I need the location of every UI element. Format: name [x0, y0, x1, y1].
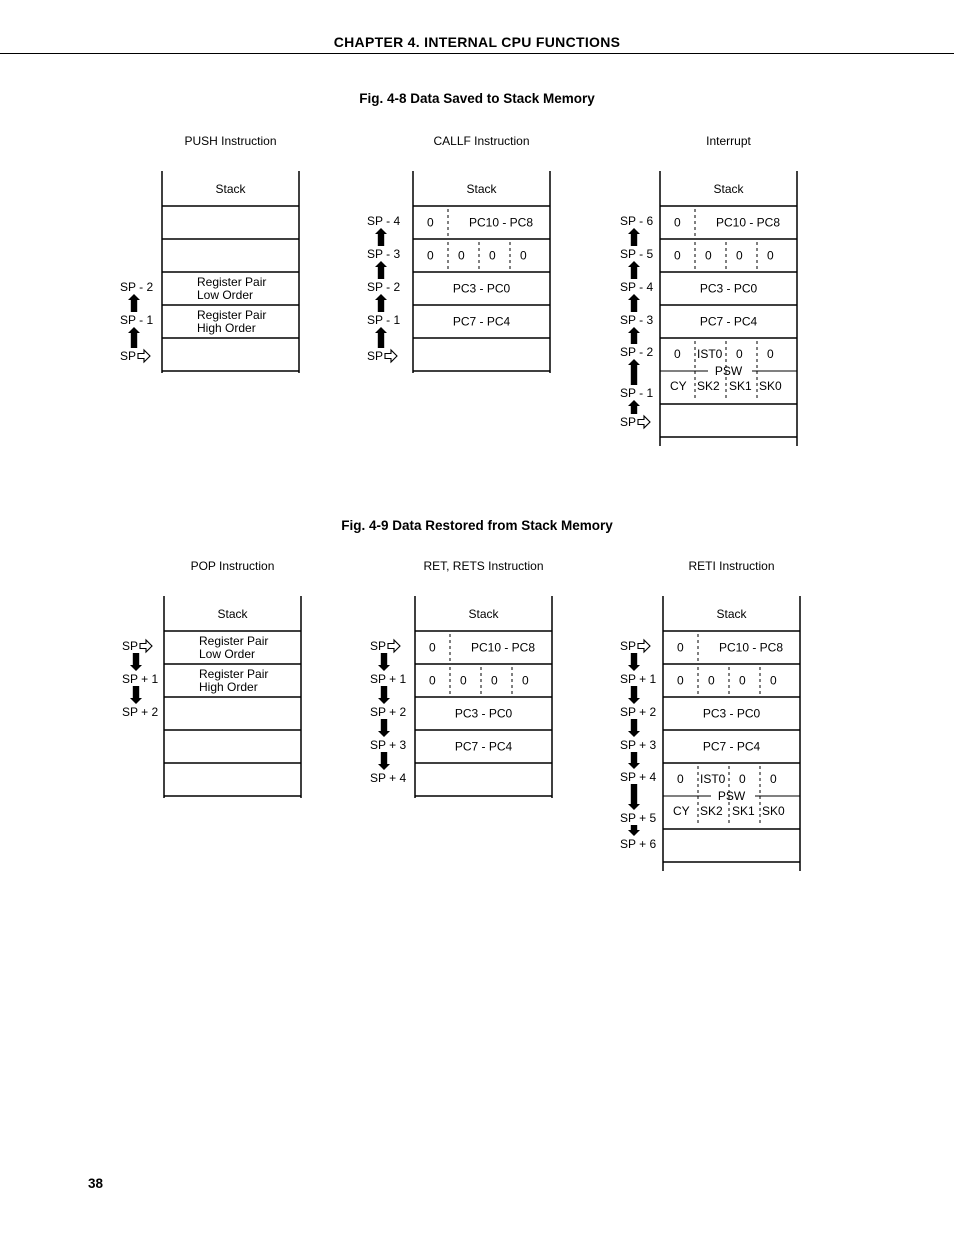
side-label-f0-d2-0: SP - 6: [620, 214, 654, 228]
stack-row-f0-d1-1-bit-1: 0: [458, 248, 465, 263]
side-label-f1-d1-1: SP + 1: [370, 672, 407, 686]
stack-row-f0-d2-3: PC7 - PC4: [699, 314, 758, 329]
stack-header-f1-d1: Stack: [468, 607, 499, 621]
stack-row-f1-d1-1-bit-2: 0: [491, 673, 498, 688]
figure-title-4-8: Fig. 4-8 Data Saved to Stack Memory: [359, 91, 595, 106]
stack-row-f1-d0-0-line1: Register Pair: [199, 634, 269, 648]
stack-row-f0-d2-2: PC3 - PC0: [699, 281, 758, 296]
stack-row-f1-d2-1-bit-2: 0: [739, 673, 746, 688]
stack-row-f0-d1-3: PC7 - PC4: [452, 314, 511, 329]
stack-row-f0-d1-1-bit-2: 0: [489, 248, 496, 263]
stack-row-f1-d0-1-line1: Register Pair: [199, 667, 269, 681]
diagram-caption-f0-d2: Interrupt: [706, 134, 751, 148]
side-label-f1-d0-1: SP + 1: [122, 672, 159, 686]
stack-row-f1-d1-1-bit-3: 0: [522, 673, 529, 688]
stack-direction-arrow-f1-d2-5: [628, 825, 640, 836]
stack-direction-arrow-f1-d2-2: [628, 719, 640, 737]
stack-row-f1-d2-1-bit-0: 0: [677, 673, 684, 688]
side-label-f1-d0-0: SP: [122, 639, 139, 653]
page-number: 38: [88, 1176, 104, 1191]
stack-row-f0-d0-2-line1: Register Pair: [197, 275, 267, 289]
side-label-f1-d2-6: SP + 6: [620, 837, 657, 851]
stack-row-f1-d1-1-bit-1: 0: [460, 673, 467, 688]
side-label-f1-d2-3: SP + 3: [620, 738, 657, 752]
sp-pointer-arrow-f1-d0: [140, 640, 152, 652]
stack-row-f1-d1-1-bit-0: 0: [429, 673, 436, 688]
stack-row-f0-d2-0-value: PC10 - PC8: [715, 215, 781, 230]
stack-row-f0-d1-1-bit-0: 0: [427, 248, 434, 263]
stack-row-f1-d2-1-bit-3: 0: [770, 673, 777, 688]
stack-row-f1-d2-4-bottom-0: CY: [673, 804, 690, 818]
diagram-caption-f1-d2: RETI Instruction: [688, 559, 775, 573]
stack-direction-arrow-f0-d2-5: [628, 400, 640, 414]
stack-row-f1-d0-0-line2: Low Order: [199, 647, 256, 661]
side-label-f0-d2-3: SP - 3: [620, 313, 654, 327]
side-label-f0-d2-6: SP: [620, 415, 637, 429]
side-label-f0-d2-1: SP - 5: [620, 247, 654, 261]
side-label-f0-d2-4: SP - 2: [620, 345, 654, 359]
stack-row-f0-d0-3-line1: Register Pair: [197, 308, 267, 322]
stack-header-f1-d0: Stack: [217, 607, 248, 621]
stack-row-f1-d2-1-bit-1: 0: [708, 673, 715, 688]
stack-direction-arrow-f0-d2-2: [628, 294, 640, 312]
stack-header-f0-d2: Stack: [713, 182, 744, 196]
stack-row-f0-d1-1-bit-3: 0: [520, 248, 527, 263]
stack-row-f1-d2-3: PC7 - PC4: [702, 739, 761, 754]
sp-pointer-arrow-f0-d1: [385, 350, 397, 362]
stack-row-f0-d2-1-bit-3: 0: [767, 248, 774, 263]
stack-row-f1-d1-0-value: PC10 - PC8: [470, 640, 536, 655]
stack-row-f1-d2-2: PC3 - PC0: [702, 706, 761, 721]
stack-row-f0-d2-4-top-2: 0: [736, 347, 743, 361]
stack-row-f0-d1-0-value: PC10 - PC8: [468, 215, 534, 230]
stack-row-f0-d2-1-bit-1: 0: [705, 248, 712, 263]
stack-header-f0-d1: Stack: [466, 182, 497, 196]
side-label-f0-d2-2: SP - 4: [620, 280, 654, 294]
diagram-caption-f0-d1: CALLF Instruction: [433, 134, 530, 148]
stack-row-f1-d2-4-top-0: 0: [677, 772, 684, 786]
stack-direction-arrow-f0-d2-0: [628, 228, 640, 246]
side-label-f1-d2-0: SP: [620, 639, 637, 653]
stack-direction-arrow-f0-d1-1: [375, 261, 387, 279]
side-label-f0-d1-0: SP - 4: [367, 214, 401, 228]
figure-title-4-9: Fig. 4-9 Data Restored from Stack Memory: [341, 518, 613, 533]
stack-row-f0-d2-4-bottom-2: SK1: [729, 379, 752, 393]
stack-direction-arrow-f1-d1-0: [378, 653, 390, 671]
stack-direction-arrow-f0-d2-4: [628, 359, 640, 385]
side-label-f1-d2-5: SP + 5: [620, 811, 657, 825]
side-label-f1-d2-4: SP + 4: [620, 770, 657, 784]
stack-direction-arrow-f1-d2-3: [628, 752, 640, 769]
side-label-f1-d0-2: SP + 2: [122, 705, 159, 719]
sp-pointer-arrow-f1-d1: [388, 640, 400, 652]
side-label-f0-d2-5: SP - 1: [620, 386, 654, 400]
side-label-f0-d1-4: SP: [367, 349, 384, 363]
side-label-f1-d2-1: SP + 1: [620, 672, 657, 686]
stack-header-f1-d2: Stack: [716, 607, 747, 621]
stack-direction-arrow-f1-d2-1: [628, 686, 640, 704]
stack-row-f0-d2-4-bottom-1: SK2: [697, 379, 720, 393]
stack-row-f1-d1-3: PC7 - PC4: [454, 739, 513, 754]
stack-row-f0-d1-0-bit: 0: [427, 215, 434, 230]
side-label-f0-d1-1: SP - 3: [367, 247, 401, 261]
stack-row-f0-d2-4-bottom-3: SK0: [759, 379, 782, 393]
stack-direction-arrow-f0-d0-0: [128, 294, 140, 312]
stack-direction-arrow-f1-d1-1: [378, 686, 390, 704]
diagram-caption-f0-d0: PUSH Instruction: [184, 134, 277, 148]
side-label-f0-d1-2: SP - 2: [367, 280, 401, 294]
sp-pointer-arrow-f1-d2: [638, 640, 650, 652]
side-label-f0-d0-1: SP - 1: [120, 313, 154, 327]
sp-pointer-arrow-f0-d2: [638, 416, 650, 428]
stack-row-f0-d2-4-top-3: 0: [767, 347, 774, 361]
stack-direction-arrow-f1-d0-0: [130, 653, 142, 671]
stack-direction-arrow-f0-d1-3: [375, 327, 387, 348]
stack-direction-arrow-f0-d2-1: [628, 261, 640, 279]
sp-pointer-arrow-f0-d0: [138, 350, 150, 362]
stack-direction-arrow-f0-d0-1: [128, 327, 140, 348]
side-label-f1-d2-2: SP + 2: [620, 705, 657, 719]
stack-direction-arrow-f0-d2-3: [628, 327, 640, 344]
stack-direction-arrow-f1-d2-0: [628, 653, 640, 671]
diagram-caption-f1-d1: RET, RETS Instruction: [423, 559, 544, 573]
side-label-f0-d0-0: SP - 2: [120, 280, 154, 294]
stack-row-f0-d1-2: PC3 - PC0: [452, 281, 511, 296]
stack-row-f0-d0-3-line2: High Order: [197, 321, 256, 335]
stack-row-f0-d2-1-bit-2: 0: [736, 248, 743, 263]
stack-direction-arrow-f1-d1-2: [378, 719, 390, 737]
stack-direction-arrow-f1-d1-3: [378, 752, 390, 770]
side-label-f0-d0-2: SP: [120, 349, 137, 363]
stack-row-f1-d2-0-bit: 0: [677, 640, 684, 655]
stack-row-f0-d2-4-bottom-0: CY: [670, 379, 687, 393]
stack-row-f1-d2-4-bottom-3: SK0: [762, 804, 785, 818]
stack-direction-arrow-f1-d0-1: [130, 686, 142, 704]
side-label-f1-d1-4: SP + 4: [370, 771, 407, 785]
side-label-f0-d1-3: SP - 1: [367, 313, 401, 327]
stack-row-f0-d2-4-top-1: IST0: [697, 347, 723, 361]
stack-row-f1-d0-1-line2: High Order: [199, 680, 258, 694]
stack-row-f1-d2-4-top-3: 0: [770, 772, 777, 786]
stack-row-f0-d2-1-bit-0: 0: [674, 248, 681, 263]
stack-header-f0-d0: Stack: [215, 182, 246, 196]
stack-row-f0-d2-4-top-0: 0: [674, 347, 681, 361]
stack-row-f1-d2-0-value: PC10 - PC8: [718, 640, 784, 655]
stack-row-f0-d0-2-line2: Low Order: [197, 288, 254, 302]
chapter-header: CHAPTER 4. INTERNAL CPU FUNCTIONS: [333, 34, 621, 50]
stack-row-f1-d1-2: PC3 - PC0: [454, 706, 513, 721]
stack-row-f1-d2-4-top-2: 0: [739, 772, 746, 786]
stack-direction-arrow-f0-d1-2: [375, 294, 387, 312]
side-label-f1-d1-2: SP + 2: [370, 705, 407, 719]
stack-direction-arrow-f0-d1-0: [375, 228, 387, 246]
stack-row-f1-d1-0-bit: 0: [429, 640, 436, 655]
stack-row-f0-d2-0-bit: 0: [674, 215, 681, 230]
stack-row-f1-d2-4-bottom-2: SK1: [732, 804, 755, 818]
stack-row-f1-d2-4-top-1: IST0: [700, 772, 726, 786]
stack-row-f1-d2-4-psw-label: PSW: [717, 789, 746, 803]
side-label-f1-d1-3: SP + 3: [370, 738, 407, 752]
side-label-f1-d1-0: SP: [370, 639, 387, 653]
stack-row-f0-d2-4-psw-label: PSW: [714, 364, 743, 378]
stack-row-f1-d2-4-bottom-1: SK2: [700, 804, 723, 818]
stack-direction-arrow-f1-d2-4: [628, 784, 640, 810]
diagram-caption-f1-d0: POP Instruction: [190, 559, 275, 573]
